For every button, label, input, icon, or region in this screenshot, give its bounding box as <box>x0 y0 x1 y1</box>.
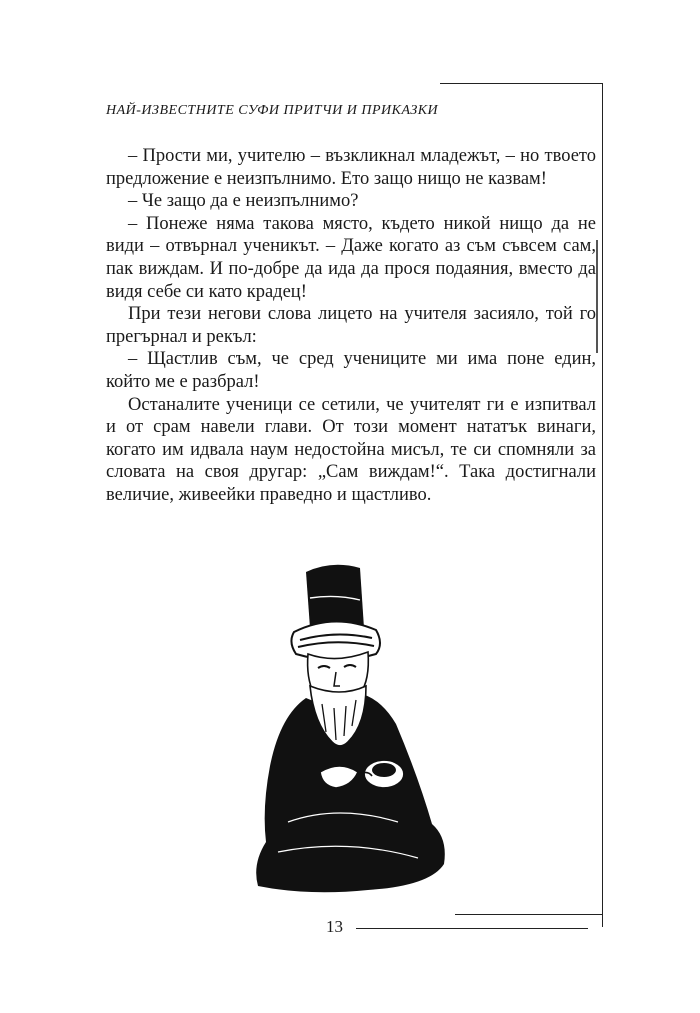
paragraph: – Че защо да е неизпълнимо? <box>128 191 359 212</box>
running-head: НАЙ-ИЗВЕСТНИТЕ СУФИ ПРИТЧИ И ПРИКАЗКИ <box>106 103 439 118</box>
paragraph: – Прости ми, учителю – възкликнал младежът, – но твоето предложение е неизпълнимо. Ето защо нищо не казвам! <box>106 146 596 189</box>
footer-line <box>356 928 588 929</box>
sufi-dervish-illustration <box>248 546 448 896</box>
frame-line-bottom <box>455 914 603 915</box>
side-marker <box>596 240 598 353</box>
page-number: 13 <box>326 917 343 936</box>
body-text <box>106 145 596 507</box>
paragraph: При тези негови слова лицето на учителя засияло, той го прегърнал и рекъл: <box>106 304 596 347</box>
paragraph: – Понеже няма такова място, където никой нищо да не види – отвърнал ученикът. – Даже когато аз съм съвсем сам, пак виждам. И по-добре да ида да прося подаяния, вместо да видя себе си като крадец! <box>106 213 596 302</box>
frame-line-right <box>602 83 603 927</box>
paragraph: – Щастлив съм, че сред учениците ми има поне един, който ме е разбрал! <box>106 349 596 392</box>
frame-line-top <box>440 83 603 84</box>
paragraph: Останалите ученици се сетили, че учителят ги е изпитвал и от срам навели глави. От този момент нататък винаги, когато им идвала наум недостойна мисъл, те си спомняли за словата на своя другар: „Сам виждам!“. Така достигнали величие, живеейки праведно и щастливо. <box>106 394 596 505</box>
